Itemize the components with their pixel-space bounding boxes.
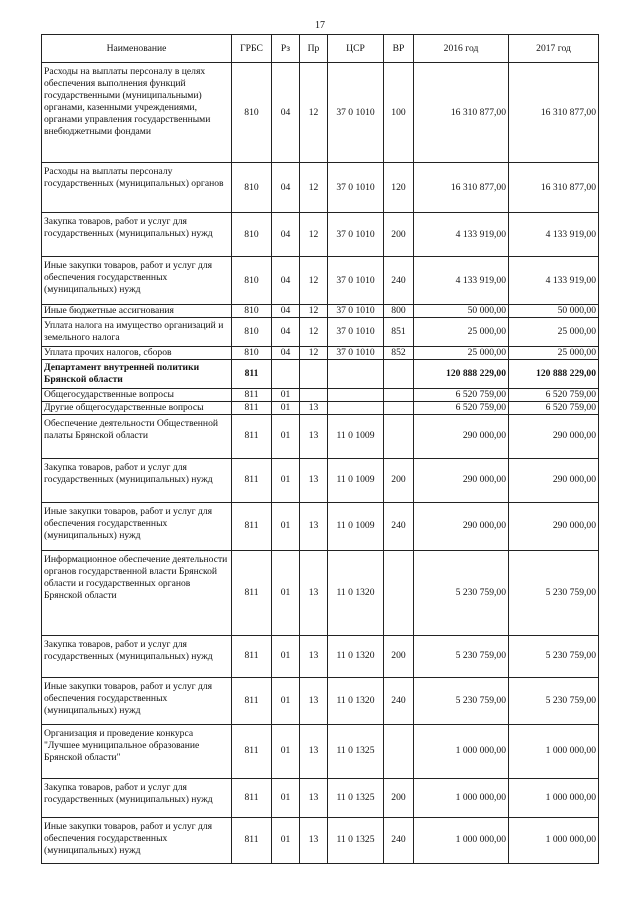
row-pr: 13 xyxy=(300,724,328,778)
row-name: Обеспечение деятельности Общественной палаты Брянской области xyxy=(42,414,232,458)
row-pr: 12 xyxy=(300,63,328,163)
row-name: Закупка товаров, работ и услуг для государственных (муниципальных) нужд xyxy=(42,213,232,257)
row-csr xyxy=(328,401,384,414)
row-name: Закупка товаров, работ и услуг для государственных (муниципальных) нужд xyxy=(42,778,232,817)
table-row xyxy=(42,458,599,502)
row-csr xyxy=(328,388,384,401)
row-grbs: 811 xyxy=(232,502,272,550)
header-pr: Пр xyxy=(300,35,328,63)
table-row xyxy=(42,635,599,677)
row-csr: 11 0 1320 xyxy=(328,635,384,677)
row-grbs: 811 xyxy=(232,458,272,502)
header-csr: ЦСР xyxy=(328,35,384,63)
row-pr: 12 xyxy=(300,213,328,257)
row-csr: 11 0 1320 xyxy=(328,677,384,724)
row-name: Иные закупки товаров, работ и услуг для обеспечения государственных (муниципальных) нужд xyxy=(42,677,232,724)
row-name: Уплата налога на имущество организаций и земельного налога xyxy=(42,317,232,346)
row-csr: 11 0 1325 xyxy=(328,817,384,863)
row-name: Департамент внутренней политики Брянской области xyxy=(42,359,232,388)
row-grbs: 811 xyxy=(232,724,272,778)
row-vr: 800 xyxy=(384,305,414,318)
row-rz: 04 xyxy=(272,163,300,213)
row-pr: 12 xyxy=(300,346,328,359)
table-header-row xyxy=(42,35,599,63)
row-vr: 240 xyxy=(384,257,414,305)
row-grbs: 811 xyxy=(232,778,272,817)
row-rz: 01 xyxy=(272,458,300,502)
row-vr: 200 xyxy=(384,635,414,677)
row-name: Расходы на выплаты персоналу государственных (муниципальных) органов xyxy=(42,163,232,213)
row-2017: 4 133 919,00 xyxy=(509,257,599,305)
row-2017: 5 230 759,00 xyxy=(509,677,599,724)
row-csr: 11 0 1009 xyxy=(328,414,384,458)
row-pr: 12 xyxy=(300,305,328,318)
row-2017: 16 310 877,00 xyxy=(509,163,599,213)
header-grbs: ГРБС xyxy=(232,35,272,63)
row-pr: 13 xyxy=(300,817,328,863)
table-row xyxy=(42,346,599,359)
row-grbs: 811 xyxy=(232,359,272,388)
row-vr: 240 xyxy=(384,502,414,550)
row-name: Иные бюджетные ассигнования xyxy=(42,305,232,318)
row-name: Общегосударственные вопросы xyxy=(42,388,232,401)
row-vr: 100 xyxy=(384,63,414,163)
row-vr: 852 xyxy=(384,346,414,359)
row-2017: 1 000 000,00 xyxy=(509,724,599,778)
table-row xyxy=(42,414,599,458)
row-grbs: 811 xyxy=(232,635,272,677)
row-rz: 01 xyxy=(272,414,300,458)
row-2016: 1 000 000,00 xyxy=(414,724,509,778)
row-grbs: 811 xyxy=(232,388,272,401)
row-2017: 5 230 759,00 xyxy=(509,550,599,635)
row-2016: 16 310 877,00 xyxy=(414,63,509,163)
table-row xyxy=(42,778,599,817)
row-vr xyxy=(384,388,414,401)
row-rz: 01 xyxy=(272,677,300,724)
row-pr: 13 xyxy=(300,502,328,550)
row-2017: 1 000 000,00 xyxy=(509,778,599,817)
row-vr xyxy=(384,359,414,388)
row-2016: 4 133 919,00 xyxy=(414,213,509,257)
table-row xyxy=(42,724,599,778)
row-pr: 13 xyxy=(300,778,328,817)
header-2016: 2016 год xyxy=(414,35,509,63)
row-name: Другие общегосударственные вопросы xyxy=(42,401,232,414)
table-row xyxy=(42,677,599,724)
row-grbs: 810 xyxy=(232,63,272,163)
row-grbs: 810 xyxy=(232,305,272,318)
row-2016: 25 000,00 xyxy=(414,317,509,346)
row-pr: 13 xyxy=(300,401,328,414)
row-vr: 240 xyxy=(384,677,414,724)
row-rz: 04 xyxy=(272,305,300,318)
row-pr: 12 xyxy=(300,257,328,305)
row-vr xyxy=(384,550,414,635)
row-2017: 1 000 000,00 xyxy=(509,817,599,863)
row-2016: 6 520 759,00 xyxy=(414,388,509,401)
row-2016: 290 000,00 xyxy=(414,414,509,458)
row-name: Организация и проведение конкурса "Лучшее муниципальное образование Брянской области" xyxy=(42,724,232,778)
header-vr: ВР xyxy=(384,35,414,63)
row-2016: 50 000,00 xyxy=(414,305,509,318)
row-2017: 6 520 759,00 xyxy=(509,401,599,414)
row-2016: 6 520 759,00 xyxy=(414,401,509,414)
table-row xyxy=(42,502,599,550)
row-pr: 13 xyxy=(300,458,328,502)
row-2017: 6 520 759,00 xyxy=(509,388,599,401)
row-rz: 01 xyxy=(272,635,300,677)
row-rz: 04 xyxy=(272,63,300,163)
row-name: Иные закупки товаров, работ и услуг для обеспечения государственных (муниципальных) нужд xyxy=(42,257,232,305)
header-2017: 2017 год xyxy=(509,35,599,63)
row-pr: 12 xyxy=(300,317,328,346)
row-grbs: 811 xyxy=(232,401,272,414)
table-row xyxy=(42,63,599,163)
row-2016: 5 230 759,00 xyxy=(414,677,509,724)
table-row xyxy=(42,359,599,388)
row-2017: 25 000,00 xyxy=(509,346,599,359)
row-vr: 200 xyxy=(384,778,414,817)
row-rz: 01 xyxy=(272,502,300,550)
table-row xyxy=(42,213,599,257)
row-grbs: 810 xyxy=(232,213,272,257)
row-rz: 01 xyxy=(272,401,300,414)
row-rz: 04 xyxy=(272,317,300,346)
row-2016: 4 133 919,00 xyxy=(414,257,509,305)
row-vr: 851 xyxy=(384,317,414,346)
row-rz: 01 xyxy=(272,817,300,863)
row-vr xyxy=(384,414,414,458)
row-2017: 290 000,00 xyxy=(509,414,599,458)
row-vr xyxy=(384,401,414,414)
row-pr xyxy=(300,359,328,388)
row-name: Расходы на выплаты персоналу в целях обеспечения выполнения функций государственными (муниципальными) органами, казенными учреждениями, органами управления государственными внебюджетными фондами xyxy=(42,63,232,163)
row-csr: 37 0 1010 xyxy=(328,163,384,213)
row-rz: 04 xyxy=(272,346,300,359)
header-name: Наименование xyxy=(42,35,232,63)
row-rz xyxy=(272,359,300,388)
row-name: Иные закупки товаров, работ и услуг для обеспечения государственных (муниципальных) нужд xyxy=(42,502,232,550)
page-number: 17 xyxy=(315,20,325,31)
table-row xyxy=(42,257,599,305)
row-grbs: 810 xyxy=(232,163,272,213)
row-grbs: 810 xyxy=(232,346,272,359)
row-2016: 16 310 877,00 xyxy=(414,163,509,213)
row-rz: 04 xyxy=(272,257,300,305)
row-2017: 5 230 759,00 xyxy=(509,635,599,677)
row-pr: 12 xyxy=(300,163,328,213)
row-2016: 290 000,00 xyxy=(414,502,509,550)
row-2016: 5 230 759,00 xyxy=(414,635,509,677)
row-csr: 11 0 1325 xyxy=(328,724,384,778)
row-csr: 37 0 1010 xyxy=(328,346,384,359)
row-rz: 01 xyxy=(272,550,300,635)
row-2017: 290 000,00 xyxy=(509,502,599,550)
row-2016: 1 000 000,00 xyxy=(414,778,509,817)
row-rz: 01 xyxy=(272,724,300,778)
row-pr: 13 xyxy=(300,550,328,635)
row-rz: 01 xyxy=(272,778,300,817)
row-2016: 1 000 000,00 xyxy=(414,817,509,863)
row-2016: 290 000,00 xyxy=(414,458,509,502)
table-row xyxy=(42,305,599,318)
row-csr: 37 0 1010 xyxy=(328,305,384,318)
row-vr xyxy=(384,724,414,778)
row-vr: 200 xyxy=(384,213,414,257)
table-row xyxy=(42,388,599,401)
row-csr: 11 0 1009 xyxy=(328,502,384,550)
row-vr: 120 xyxy=(384,163,414,213)
row-grbs: 810 xyxy=(232,257,272,305)
row-grbs: 810 xyxy=(232,317,272,346)
row-name: Закупка товаров, работ и услуг для государственных (муниципальных) нужд xyxy=(42,458,232,502)
row-2016: 25 000,00 xyxy=(414,346,509,359)
row-vr: 240 xyxy=(384,817,414,863)
row-csr xyxy=(328,359,384,388)
row-rz: 04 xyxy=(272,213,300,257)
row-2017: 120 888 229,00 xyxy=(509,359,599,388)
row-csr: 37 0 1010 xyxy=(328,317,384,346)
row-grbs: 811 xyxy=(232,817,272,863)
row-grbs: 811 xyxy=(232,550,272,635)
row-grbs: 811 xyxy=(232,677,272,724)
row-rz: 01 xyxy=(272,388,300,401)
row-pr: 13 xyxy=(300,414,328,458)
row-name: Иные закупки товаров, работ и услуг для обеспечения государственных (муниципальных) нужд xyxy=(42,817,232,863)
budget-table xyxy=(41,34,599,864)
row-csr: 37 0 1010 xyxy=(328,63,384,163)
table-row xyxy=(42,401,599,414)
header-rz: Рз xyxy=(272,35,300,63)
row-2016: 5 230 759,00 xyxy=(414,550,509,635)
row-name: Закупка товаров, работ и услуг для государственных (муниципальных) нужд xyxy=(42,635,232,677)
table-row xyxy=(42,817,599,863)
row-pr xyxy=(300,388,328,401)
row-2017: 16 310 877,00 xyxy=(509,63,599,163)
row-2017: 290 000,00 xyxy=(509,458,599,502)
row-csr: 11 0 1320 xyxy=(328,550,384,635)
row-csr: 11 0 1325 xyxy=(328,778,384,817)
table-row xyxy=(42,317,599,346)
row-csr: 37 0 1010 xyxy=(328,257,384,305)
table-row xyxy=(42,163,599,213)
row-vr: 200 xyxy=(384,458,414,502)
row-2017: 25 000,00 xyxy=(509,317,599,346)
row-2017: 4 133 919,00 xyxy=(509,213,599,257)
table-row xyxy=(42,550,599,635)
row-name: Уплата прочих налогов, сборов xyxy=(42,346,232,359)
row-csr: 11 0 1009 xyxy=(328,458,384,502)
row-pr: 13 xyxy=(300,677,328,724)
row-grbs: 811 xyxy=(232,414,272,458)
row-2016: 120 888 229,00 xyxy=(414,359,509,388)
row-pr: 13 xyxy=(300,635,328,677)
row-2017: 50 000,00 xyxy=(509,305,599,318)
row-name: Информационное обеспечение деятельности органов государственной власти Брянской области и государственных органов Брянской области xyxy=(42,550,232,635)
row-csr: 37 0 1010 xyxy=(328,213,384,257)
